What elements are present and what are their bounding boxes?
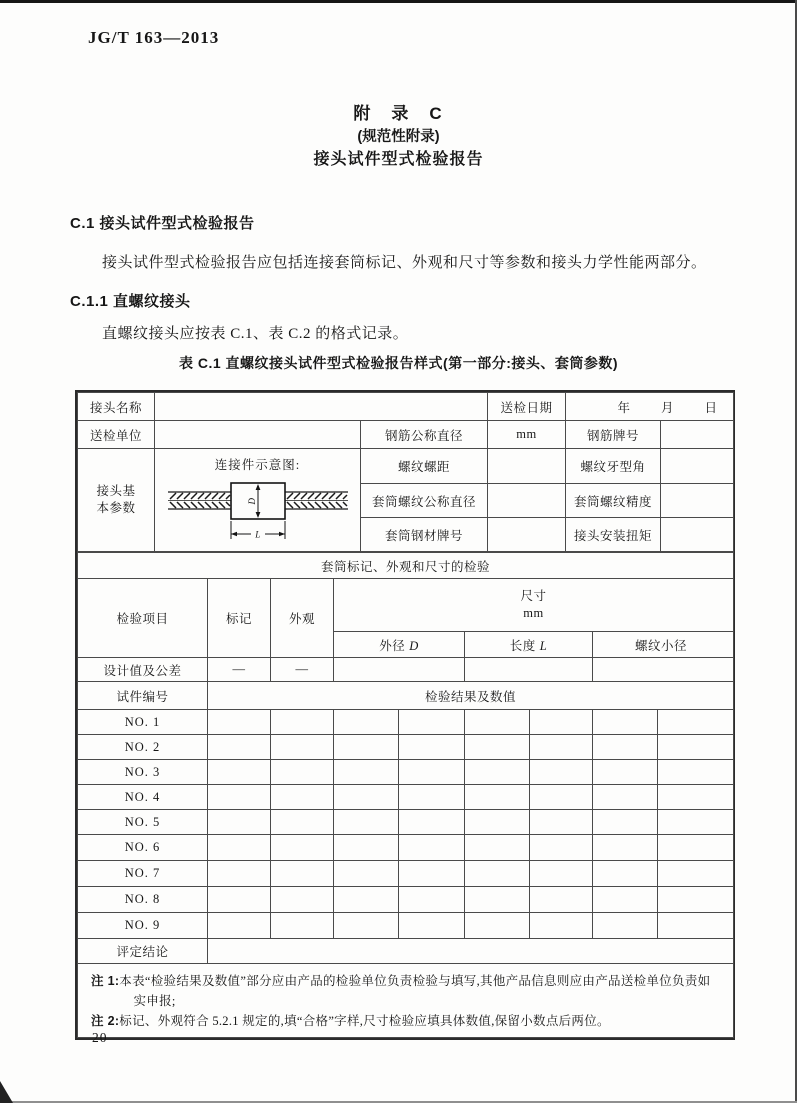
- result-cell: [334, 861, 399, 887]
- result-cell: [465, 735, 530, 760]
- connector-diagram: [156, 473, 360, 547]
- scan-edge-top: [0, 0, 797, 3]
- specimen-label: NO. 6: [78, 835, 208, 861]
- sleeve-thread-diameter-value-cell: [488, 483, 566, 518]
- result-cell: [593, 785, 658, 810]
- result-cell: [208, 861, 271, 887]
- result-cell: [593, 913, 658, 939]
- outer-diameter-header: 外径 D: [334, 632, 465, 658]
- result-cell: [530, 735, 593, 760]
- specimen-row: [78, 835, 734, 861]
- note-1: 注 1:本表“检验结果及数值”部分应由产品的检验单位负责检验与填写,其他产品信息则应由产品送检单位负责如实申报;: [91, 974, 711, 1008]
- result-cell: [658, 861, 734, 887]
- table-row: [78, 393, 734, 421]
- rebar-diameter-label: 钢筋公称直径: [361, 421, 488, 449]
- result-cell: [658, 913, 734, 939]
- result-cell: [465, 887, 530, 913]
- specimen-row: [78, 810, 734, 835]
- thread-angle-label: 螺纹牙型角: [566, 449, 661, 484]
- table-caption: 表 C.1 直螺纹接头试件型式检验报告样式(第一部分:接头、套筒参数): [178, 355, 619, 371]
- result-cell: [465, 710, 530, 735]
- table-row: [78, 939, 734, 964]
- notes-cell: [78, 964, 734, 1038]
- result-cell: [530, 887, 593, 913]
- submit-unit-label: 送检单位: [78, 421, 155, 449]
- result-cell: [593, 861, 658, 887]
- result-cell: [465, 810, 530, 835]
- result-cell: [208, 760, 271, 785]
- sleeve-thread-diameter-label: 套筒螺纹公称直径: [361, 483, 488, 518]
- result-cell: [658, 810, 734, 835]
- submit-date-label: 送检日期: [488, 393, 566, 421]
- result-cell: [334, 887, 399, 913]
- result-cell: [593, 710, 658, 735]
- sleeve-steel-grade-value-cell: [488, 518, 566, 552]
- result-cell: [658, 785, 734, 810]
- result-cell: [593, 835, 658, 861]
- result-cell: [271, 760, 334, 785]
- result-cell: [465, 785, 530, 810]
- result-cell: [530, 785, 593, 810]
- standard-code: JG/T 163—2013: [88, 28, 220, 47]
- specimen-label: NO. 1: [78, 710, 208, 735]
- result-cell: [658, 735, 734, 760]
- result-cell: [271, 735, 334, 760]
- inspection-section-header: 套筒标记、外观和尺寸的检验: [78, 553, 734, 579]
- joint-name-value-cell: [155, 393, 488, 421]
- diagram-title: 连接件示意图:: [214, 458, 301, 472]
- result-cell: [271, 710, 334, 735]
- result-cell: [399, 861, 465, 887]
- thread-minor-diameter-header: 螺纹小径: [593, 632, 734, 658]
- thread-pitch-value-cell: [488, 449, 566, 484]
- section-heading-c1: C.1 接头试件型式检验报告: [70, 215, 255, 232]
- table-part-basic: [77, 392, 734, 552]
- table-row: [78, 553, 734, 579]
- result-cell: [465, 835, 530, 861]
- specimen-label: NO. 2: [78, 735, 208, 760]
- result-cell: [334, 735, 399, 760]
- result-cell: [271, 785, 334, 810]
- result-cell: [530, 810, 593, 835]
- install-torque-label: 接头安装扭矩: [566, 518, 661, 552]
- table-part-inspection: [77, 552, 734, 1038]
- result-cell: [399, 810, 465, 835]
- note-2: 注 2:标记、外观符合 5.2.1 规定的,填“合格”字样,尺寸检验应填具体数值,保留小数点后两位。: [91, 1014, 610, 1028]
- specimen-label: NO. 5: [78, 810, 208, 835]
- sleeve-steel-grade-label: 套筒钢材牌号: [361, 518, 488, 552]
- result-cell: [530, 913, 593, 939]
- specimen-label: NO. 8: [78, 887, 208, 913]
- connector-diagram-cell: [155, 449, 361, 552]
- result-cell: [658, 710, 734, 735]
- result-cell: [208, 887, 271, 913]
- result-cell: [465, 760, 530, 785]
- page-number: 20: [92, 1030, 108, 1045]
- design-length-cell: [465, 658, 593, 682]
- sleeve-thread-precision-label: 套筒螺纹精度: [566, 483, 661, 518]
- result-cell: [399, 735, 465, 760]
- result-cell: [399, 710, 465, 735]
- rebar-grade-label: 钢筋牌号: [566, 421, 661, 449]
- result-header: 检验结果及数值: [208, 682, 734, 710]
- result-cell: [399, 785, 465, 810]
- thread-pitch-label: 螺纹螺距: [361, 449, 488, 484]
- result-cell: [399, 887, 465, 913]
- result-cell: [593, 735, 658, 760]
- submit-date-value: 年 月 日: [566, 393, 734, 421]
- mark-column-header: 标记: [208, 579, 271, 658]
- table-row: [78, 579, 734, 632]
- result-cell: [334, 710, 399, 735]
- result-cell: [399, 913, 465, 939]
- design-value-label: 设计值及公差: [78, 658, 208, 682]
- specimen-label: NO. 7: [78, 861, 208, 887]
- result-cell: [334, 760, 399, 785]
- joint-name-label: 接头名称: [78, 393, 155, 421]
- result-cell: [593, 887, 658, 913]
- conclusion-label: 评定结论: [78, 939, 208, 964]
- table-row: [78, 658, 734, 682]
- sleeve-thread-precision-value-cell: [661, 483, 734, 518]
- result-cell: [208, 835, 271, 861]
- section-paragraph-c1: 接头试件型式检验报告应包括连接套筒标记、外观和尺寸等参数和接头力学性能两部分。: [102, 255, 707, 271]
- specimen-number-label: 试件编号: [78, 682, 208, 710]
- specimen-row: [78, 735, 734, 760]
- specimen-row: [78, 710, 734, 735]
- dim-l-label: L: [254, 529, 261, 540]
- result-cell: [208, 710, 271, 735]
- result-cell: [208, 913, 271, 939]
- appendix-normative-label: (规范性附录): [357, 129, 440, 145]
- basic-params-label: 接头基 本参数: [78, 449, 155, 552]
- specimen-label: NO. 3: [78, 760, 208, 785]
- specimen-row: [78, 760, 734, 785]
- design-minor-diameter-cell: [593, 658, 734, 682]
- design-appearance-value: —: [271, 658, 334, 682]
- result-cell: [593, 810, 658, 835]
- inspect-item-label: 检验项目: [78, 579, 208, 658]
- result-cell: [271, 835, 334, 861]
- appendix-title-block: [0, 102, 797, 172]
- thread-angle-value-cell: [661, 449, 734, 484]
- result-cell: [334, 913, 399, 939]
- specimen-label: NO. 9: [78, 913, 208, 939]
- table-row: [78, 421, 734, 449]
- result-cell: [530, 760, 593, 785]
- result-cell: [399, 835, 465, 861]
- table-row: [78, 964, 734, 1038]
- table-row: [78, 449, 734, 484]
- section-heading-c1-1: C.1.1 直螺纹接头: [70, 293, 191, 310]
- specimen-label: NO. 4: [78, 785, 208, 810]
- specimen-row: [78, 861, 734, 887]
- result-cell: [658, 887, 734, 913]
- install-torque-value-cell: [661, 518, 734, 552]
- result-cell: [208, 785, 271, 810]
- result-cell: [658, 760, 734, 785]
- size-column-header: 尺寸 mm: [334, 579, 734, 632]
- design-mark-value: —: [208, 658, 271, 682]
- result-cell: [208, 735, 271, 760]
- result-cell: [271, 913, 334, 939]
- result-cell: [271, 887, 334, 913]
- section-paragraph-c1-1: 直螺纹接头应按表 C.1、表 C.2 的格式记录。: [102, 326, 409, 342]
- result-cell: [271, 810, 334, 835]
- report-table: [75, 390, 735, 1040]
- dim-d-label: D: [246, 497, 257, 505]
- result-cell: [271, 861, 334, 887]
- conclusion-value-cell: [208, 939, 734, 964]
- length-header: 长度 L: [465, 632, 593, 658]
- design-outer-diameter-cell: [334, 658, 465, 682]
- result-cell: [399, 760, 465, 785]
- result-cell: [530, 861, 593, 887]
- appearance-column-header: 外观: [271, 579, 334, 658]
- result-cell: [658, 835, 734, 861]
- submit-unit-value-cell: [155, 421, 361, 449]
- rebar-diameter-unit: mm: [488, 421, 566, 449]
- specimen-row: [78, 785, 734, 810]
- result-cell: [465, 861, 530, 887]
- appendix-heading: 附 录 C: [353, 104, 444, 123]
- specimen-row: [78, 887, 734, 913]
- rebar-grade-value-cell: [661, 421, 734, 449]
- result-cell: [334, 835, 399, 861]
- result-cell: [530, 835, 593, 861]
- result-cell: [208, 810, 271, 835]
- result-cell: [465, 913, 530, 939]
- result-cell: [334, 810, 399, 835]
- appendix-title: 接头试件型式检验报告: [313, 151, 484, 168]
- specimen-row: [78, 913, 734, 939]
- table-row: [78, 682, 734, 710]
- result-cell: [334, 785, 399, 810]
- scan-corner-mark: [0, 1081, 13, 1103]
- result-cell: [530, 710, 593, 735]
- result-cell: [593, 760, 658, 785]
